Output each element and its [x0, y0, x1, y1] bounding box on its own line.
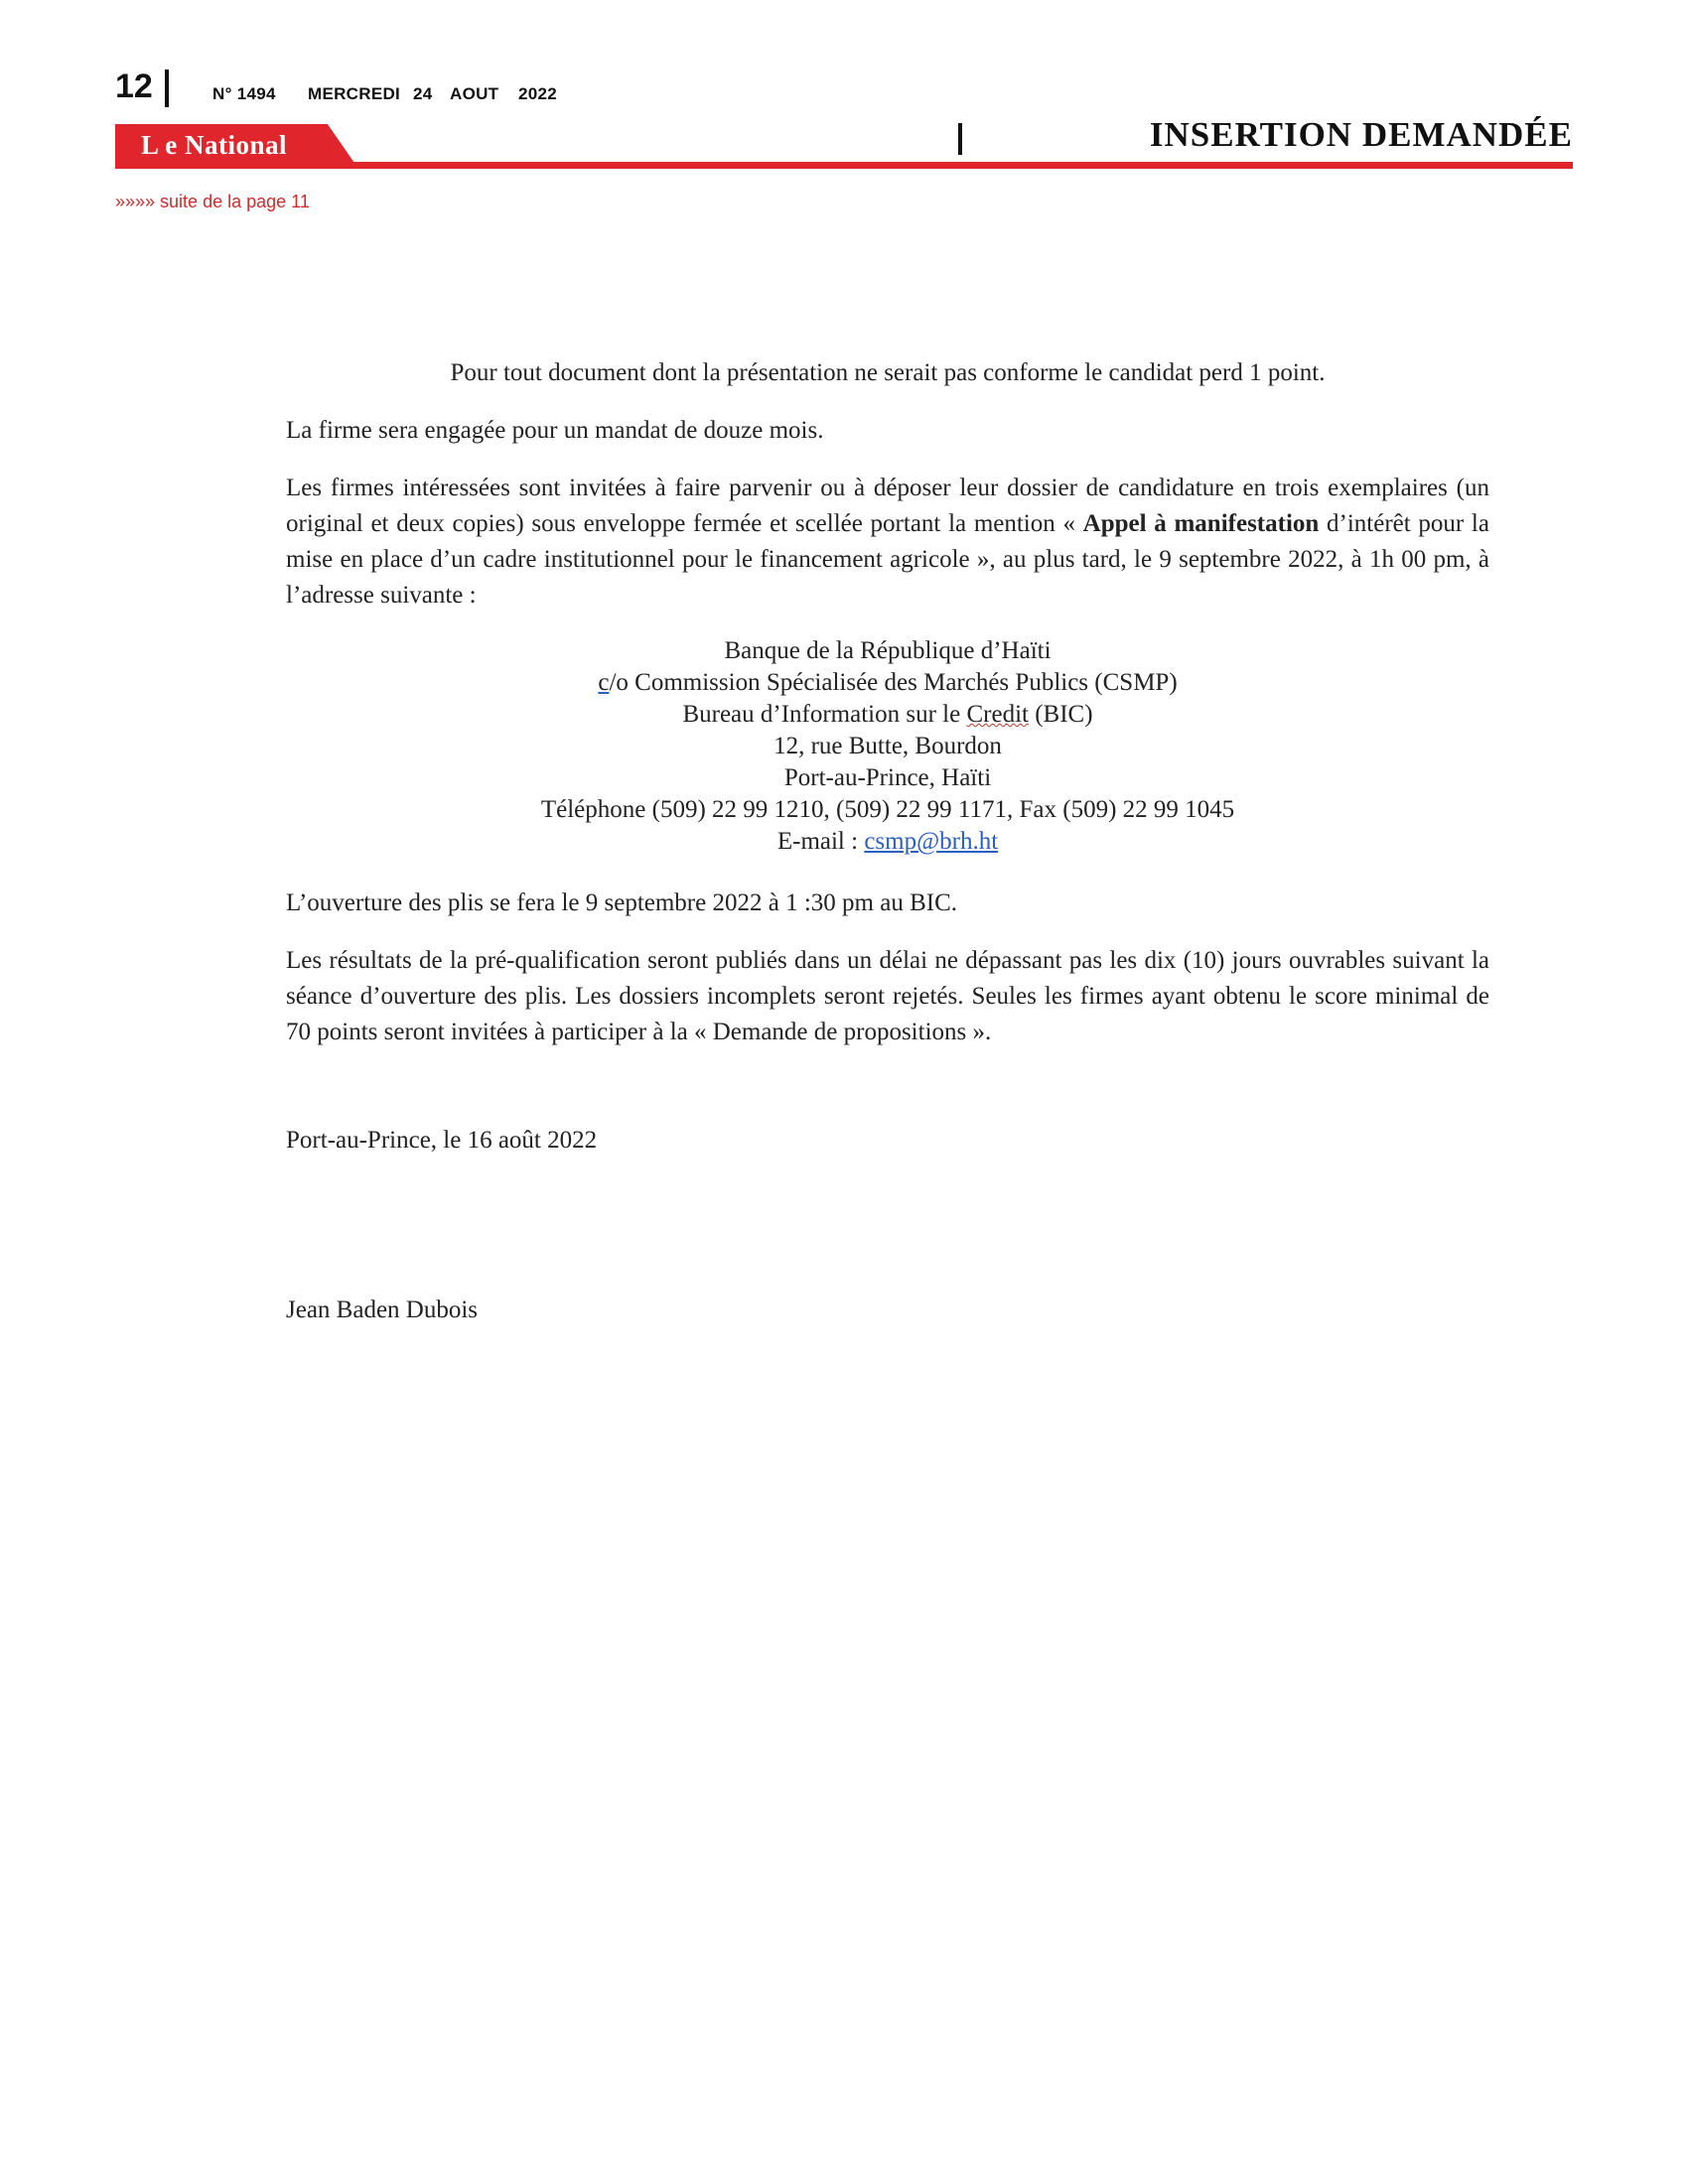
page-number-divider — [165, 69, 169, 107]
paragraph-results: Les résultats de la pré-qualification seront publiés dans un délai ne dépassant pas les dix (10) jours ouvrables suivant la séance d’ouverture des plis. Les dossiers incomplets seront rejetés. Seules les firmes ayant obtenu le score minimal de 70 points seront invitées à participer à la « Demande de propositions ». — [286, 947, 1489, 1045]
address-bureau-end: (BIC) — [1028, 701, 1093, 728]
notice-body — [286, 355, 1489, 1072]
address-city: Port-au-Prince, Haïti — [783, 764, 992, 791]
issue-number: N° 1494 — [212, 84, 276, 103]
issue-weekday: MERCREDI — [308, 84, 401, 103]
address-block — [286, 635, 1489, 858]
issue-day: 24 — [413, 84, 433, 103]
address-bank: Banque de la République d’Haïti — [724, 637, 1052, 664]
newspaper-name: L e National — [141, 130, 288, 160]
address-phone: Téléphone (509) 22 99 1210, (509) 22 99 1171, Fax (509) 22 99 1045 — [540, 796, 1235, 823]
submission-mention-bold: Appel à manifestation — [1082, 510, 1320, 537]
address-email — [286, 826, 1489, 858]
email-link[interactable]: csmp@brh.ht — [864, 828, 999, 855]
paragraph-penalty: Pour tout document dont la présentation ne serait pas conforme le candidat perd 1 point. — [450, 359, 1326, 386]
header-rule — [115, 162, 1573, 169]
section-divider — [958, 123, 962, 155]
signatory-name: Jean Baden Dubois — [286, 1297, 479, 1323]
issue-month: AOUT — [450, 84, 499, 103]
place-and-date: Port-au-Prince, le 16 août 2022 — [286, 1127, 598, 1154]
address-bureau — [286, 699, 1489, 731]
section-title: INSERTION DEMANDÉE — [1149, 115, 1573, 154]
paragraph-mandate: La firme sera engagée pour un mandat de douze mois. — [286, 417, 824, 444]
paragraph-opening: L’ouverture des plis se fera le 9 septembre 2022 à 1 :30 pm au BIC. — [286, 889, 957, 916]
address-bureau-credit: Credit — [966, 701, 1029, 728]
continued-from-label: »»»» suite de la page 11 — [115, 192, 310, 211]
address-street: 12, rue Butte, Bourdon — [774, 733, 1002, 759]
address-commission — [286, 667, 1489, 699]
submission-text-end: d’intérêt pour la mise en place d’un cadre institutionnel pour le financement agricole », au plus tard, le 9 septembre 2022, à 1h 00 pm, à l’adresse suivante : — [286, 510, 1489, 609]
address-co-prefix: c — [598, 669, 610, 696]
page-number: 12 — [115, 68, 153, 105]
address-bureau-start: Bureau d’Information sur le — [682, 701, 967, 728]
email-label: E-mail : — [776, 828, 865, 855]
paragraph-submission — [286, 471, 1489, 614]
address-commission-text: /o Commission Spécialisée des Marchés Publics (CSMP) — [609, 669, 1178, 696]
issue-year: 2022 — [518, 84, 558, 103]
submission-text-start: Les firmes intéressées sont invitées à faire parvenir ou à déposer leur dossier de candidature en trois exemplaires (un original et deux copies) sous enveloppe fermée et scellée portant la mention « — [286, 475, 1489, 537]
